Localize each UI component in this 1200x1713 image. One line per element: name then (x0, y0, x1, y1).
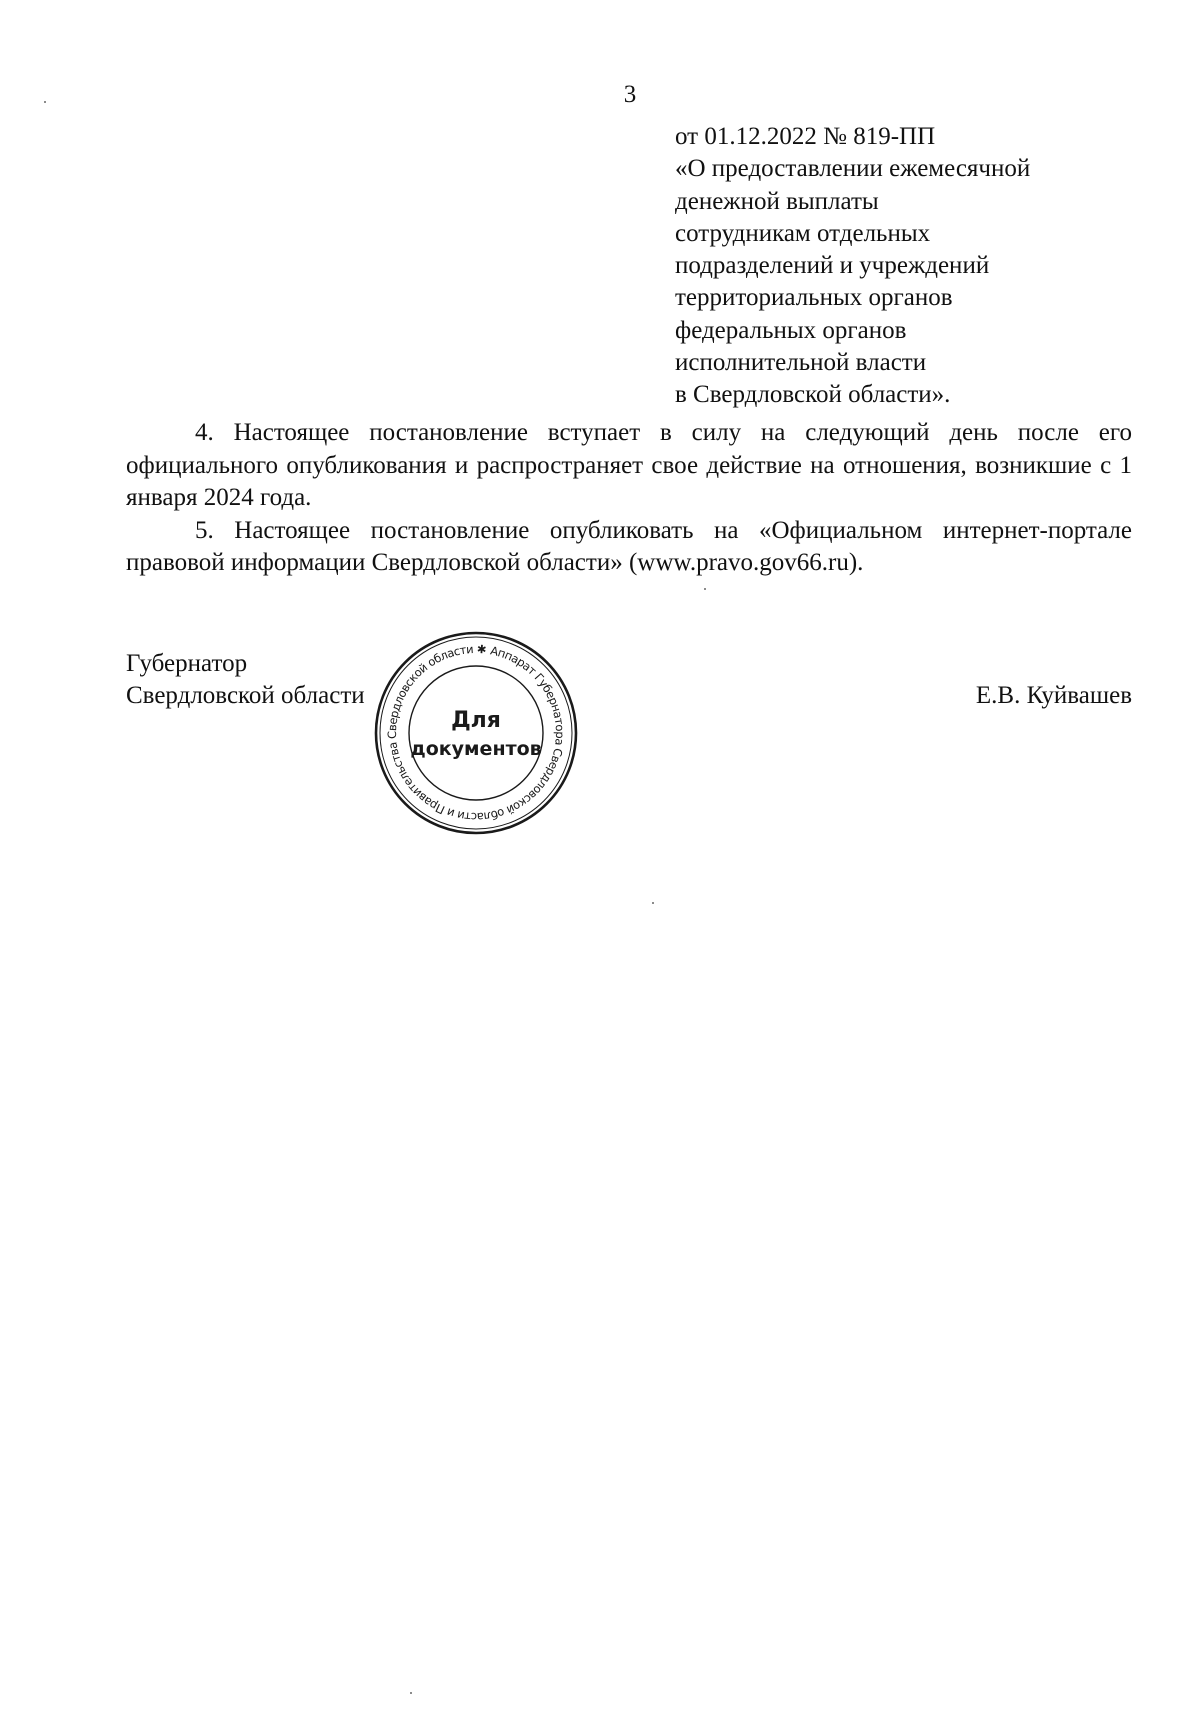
document-reference (675, 121, 1155, 412)
scan-speck (652, 902, 654, 904)
scan-speck (44, 101, 46, 103)
reference-line: федеральных органов (675, 316, 907, 344)
official-stamp (370, 627, 582, 839)
svg-text:Аппарат Губернатора Свердловск: Аппарат Губернатора Свердловской области и Правительства Свердловской области ✱ (384, 641, 568, 825)
document-body (126, 417, 1132, 580)
signatory-title-line: Свердловской области (126, 682, 365, 709)
stamp-seal-icon (370, 627, 582, 839)
reference-line: «О предоставлении ежемесячной (675, 155, 1031, 183)
signatory-title (126, 648, 365, 712)
scan-speck (410, 1692, 412, 1694)
signatory-title-line: Губернатор (126, 650, 248, 677)
svg-text:документов: документов (410, 738, 542, 760)
signatory-name: Е.В. Куйвашев (975, 682, 1132, 709)
reference-line: территориальных органов (675, 284, 953, 312)
reference-line: денежной выплаты (675, 187, 879, 215)
scan-speck (704, 588, 706, 590)
reference-line: сотрудникам отдельных (675, 219, 931, 247)
paragraph-5: 5. Настоящее постановление опубликовать на «Официальном интернет-портале правовой информации Свердловской области» (www.pravo.gov66.ru). (126, 516, 1132, 576)
paragraph-4: 4. Настоящее постановление вступает в силу на следующий день после его официального опубликования и распространяет свое действие на отношения, возникшие с 1 января 2024 года. (126, 419, 1132, 511)
reference-line: от 01.12.2022 № 819-ПП (675, 123, 936, 150)
reference-line: в Свердловской области». (675, 381, 951, 409)
reference-line: подразделений и учреждений (675, 252, 990, 280)
svg-text:Для: Для (451, 708, 501, 733)
reference-line: исполнительной власти (675, 349, 927, 377)
page-number: 3 (623, 81, 637, 108)
